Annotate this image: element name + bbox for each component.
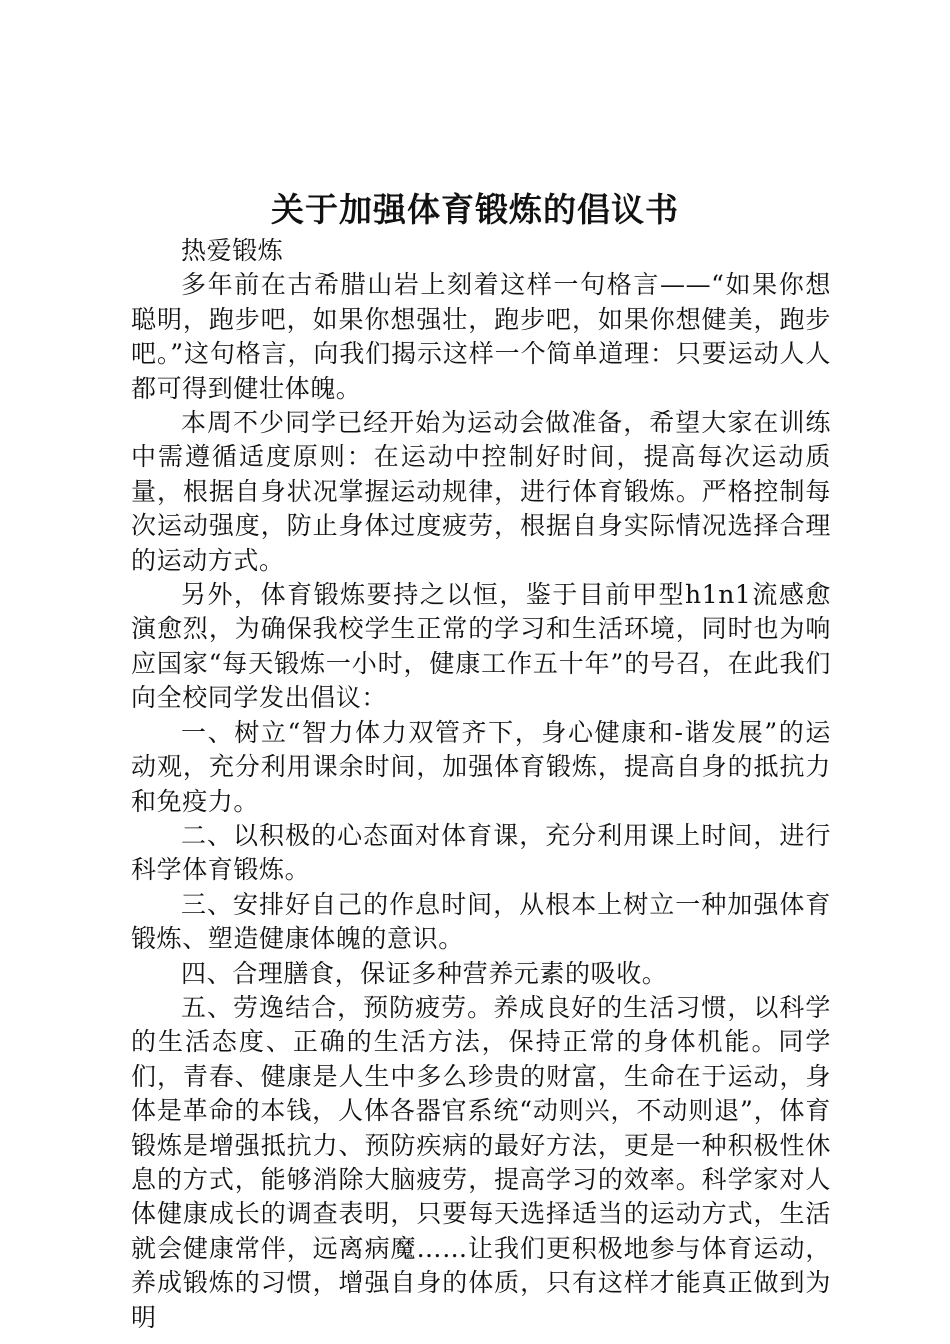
paragraph-item-5: 五、劳逸结合，预防疲劳。养成良好的生活习惯，以科学的生活态度、正确的生活方法，保持正常的身体机能。同学们，青春、健康是人生中多么珍贵的财富，生命在于运动，身体是革命的本钱，人体各器官系统“动则兴，不动则退”，体育锻炼是增强抵抗力、预防疾病的最好方法，更是一种积极性休息的方式，能够消除大脑疲劳，提高学习的效率。科学家对人体健康成长的调查表明，只要每天选择适当的运动方式，生活就会健康常伴，远离病魔……让我们更积极地参与体育运动，养成锻炼的习惯，增强自身的体质，只有这样才能真正做到为明 [131, 992, 831, 1332]
paragraph-proposal-intro: 另外，体育锻炼要持之以恒，鉴于目前甲型h1n1流感愈演愈烈，为确保我校学生正常的学习和生活环境，同时也为响应国家“每天锻炼一小时，健康工作五十年”的号召，在此我们向全校同学发出倡议： [131, 580, 831, 713]
paragraph-item-3: 三、安排好自己的作息时间，从根本上树立一种加强体育锻炼、塑造健康体魄的意识。 [131, 889, 831, 954]
paragraph-item-4: 四、合理膳食，保证多种营养元素的吸收。 [181, 958, 668, 988]
paragraph-greeting: 热爱锻炼 [181, 236, 284, 265]
document-title: 关于加强体育锻炼的倡议书 [271, 190, 679, 229]
paragraph-training: 本周不少同学已经开始为运动会做准备，希望大家在训练中需遵循适度原则：在运动中控制好时间，提高每次运动质量，根据自身状况掌握运动规律，进行体育锻炼。严格控制每次运动强度，防止身体过度疲劳，根据自身实际情况选择合理的运动方式。 [131, 408, 831, 575]
paragraph-item-2: 二、以积极的心态面对体育课，充分利用课上时间，进行科学体育锻炼。 [131, 820, 831, 885]
paragraph-item-1: 一、树立“智力体力双管齐下，身心健康和-谐发展”的运动观，充分利用课余时间，加强体育锻炼，提高自身的抵抗力和免疫力。 [131, 717, 831, 816]
paragraph-motto: 多年前在古希腊山岩上刻着这样一句格言——“如果你想聪明，跑步吧，如果你想强壮，跑步吧，如果你想健美，跑步吧。”这句格言，向我们揭示这样一个简单道理：只要运动人人都可得到健壮体魄。 [131, 270, 831, 403]
document-body [131, 234, 831, 1335]
